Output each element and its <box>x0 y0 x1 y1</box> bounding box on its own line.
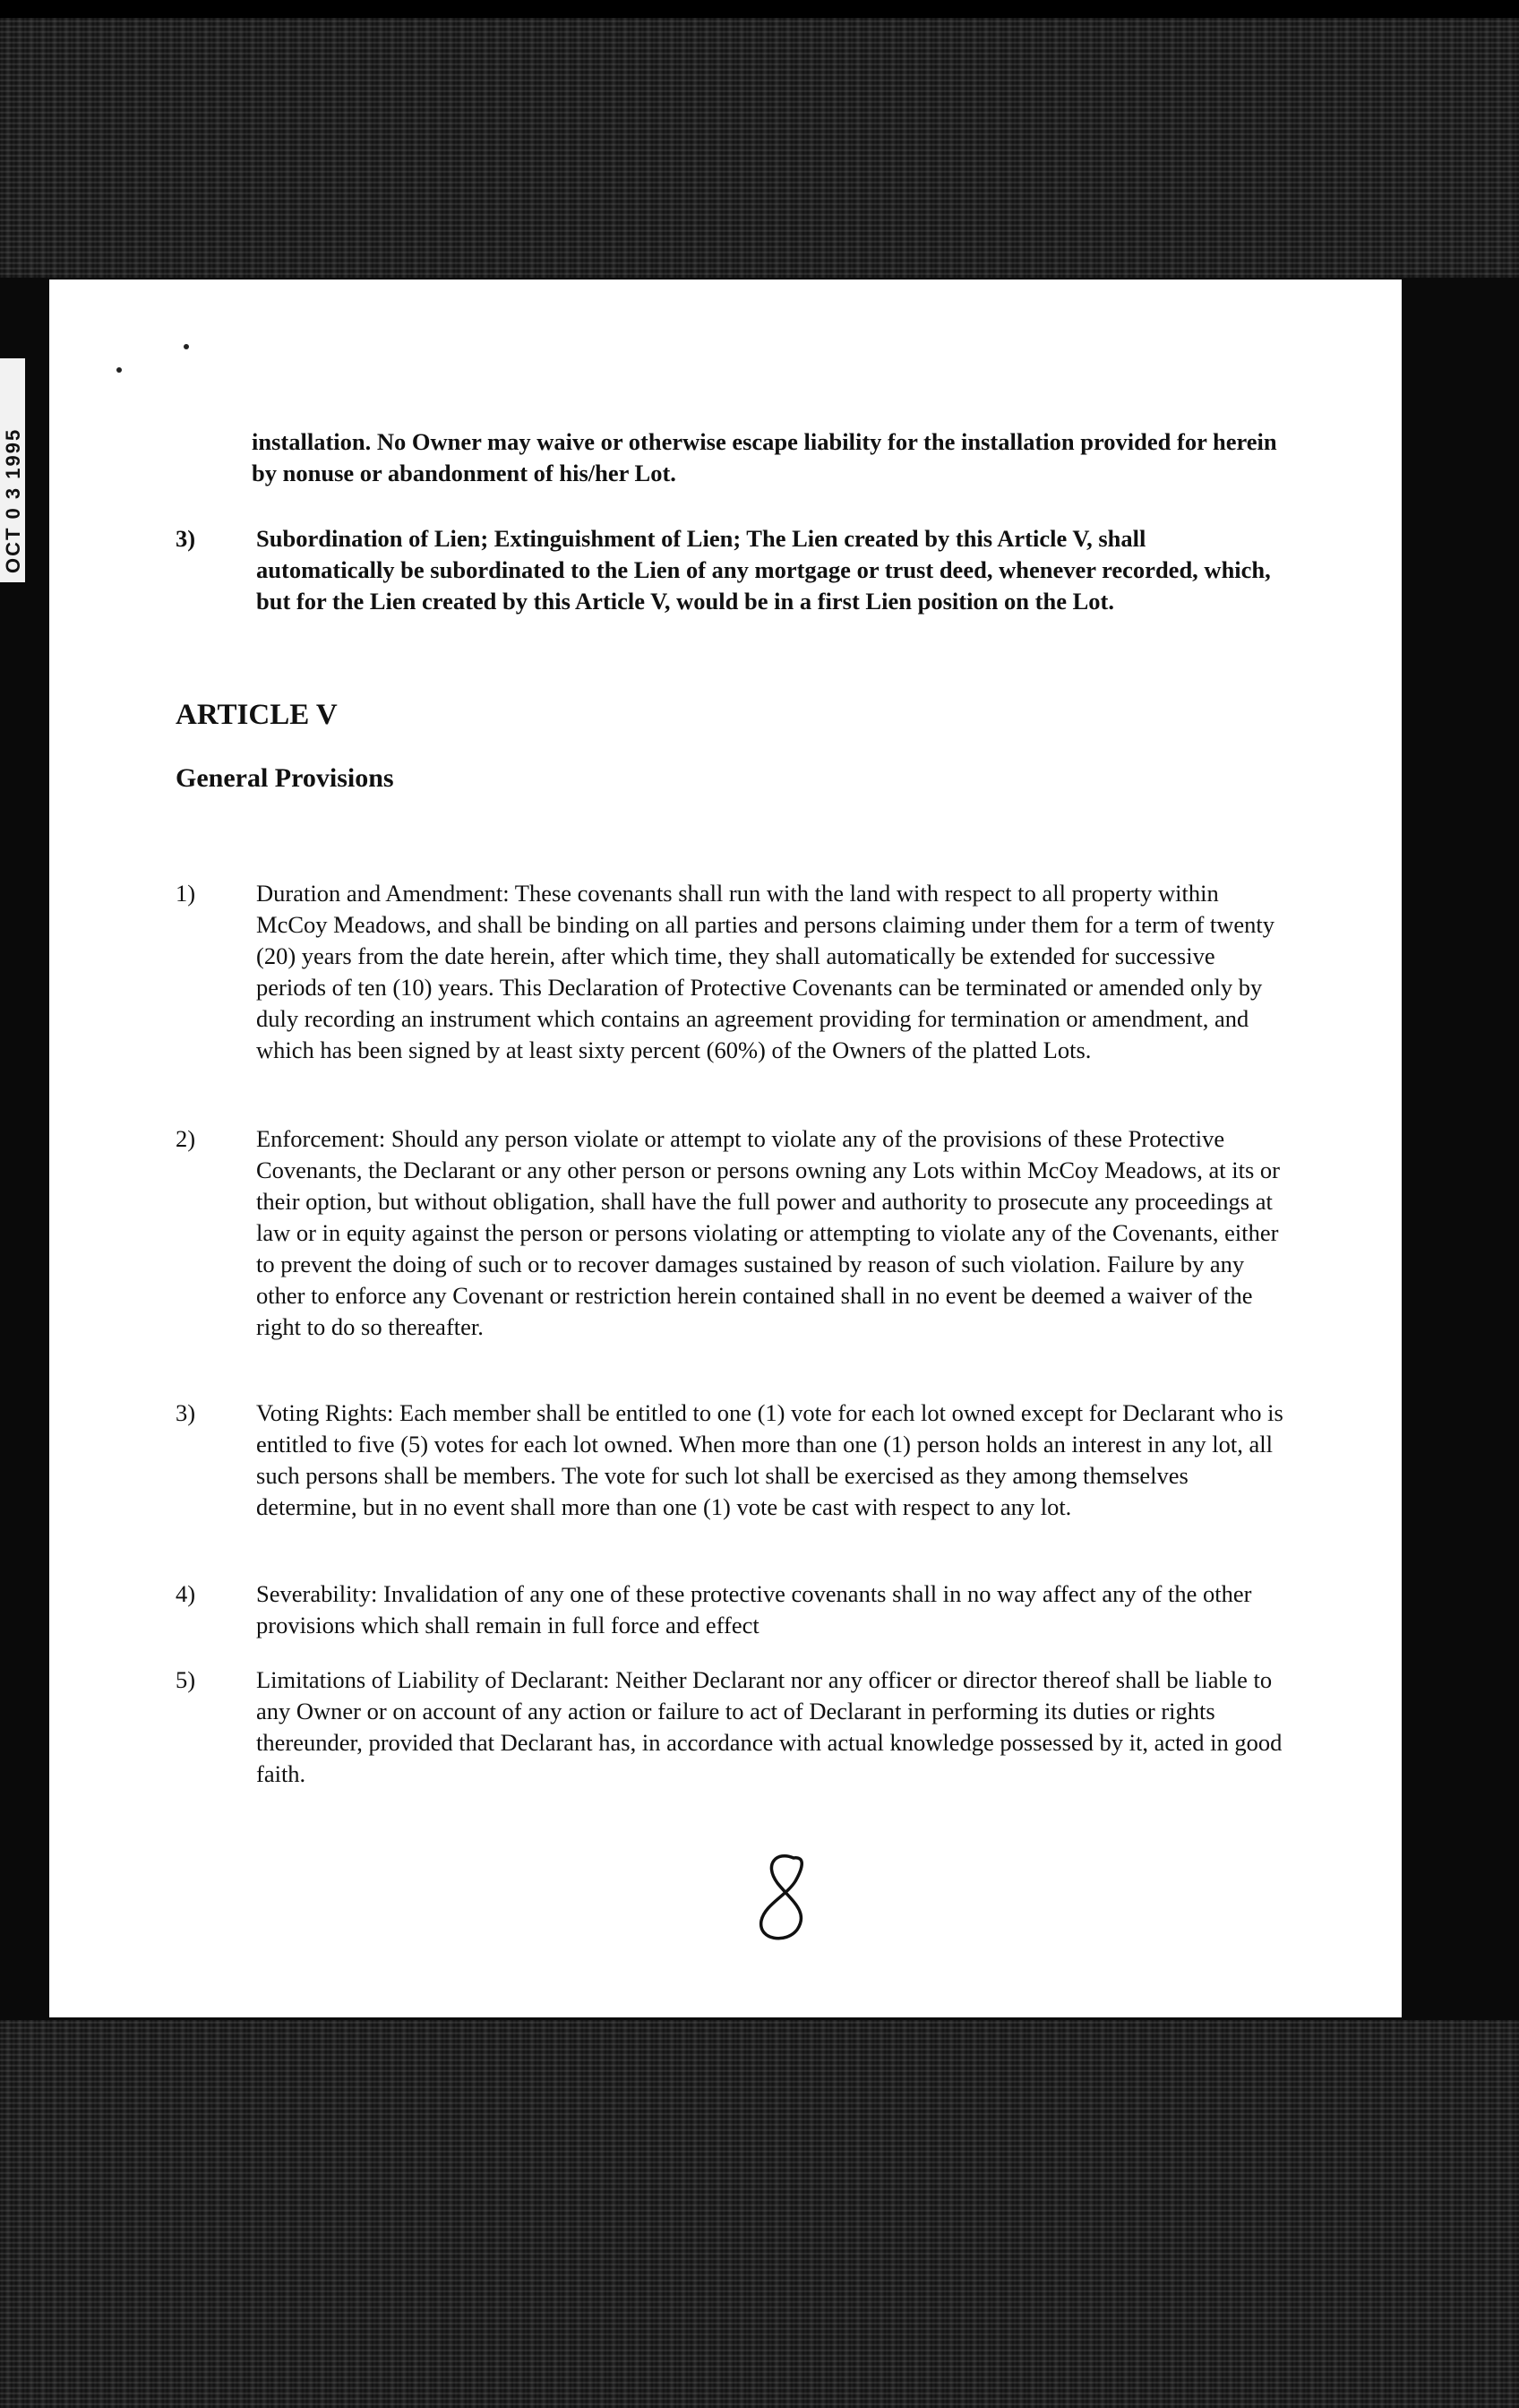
list-item-subordination <box>176 523 1286 622</box>
article-title: ARTICLE V <box>176 699 338 731</box>
item-text: Enforcement: Should any person violate or attempt to violate any of the provisions of these Protective Covenants, the Declarant or any other person or persons owning any Lots within McCoy Meadows, at its or their option, but without obligation, shall have the full power and authority to prosecute any proceedings at law or in equity against the person or persons violating or attempting to violate any of the Covenants, either to prevent the doing of such or to recover damages sustained by reason of such violation. Failure by any other to enforce any Covenant or restriction herein contained shall in no event be deemed a waiver of the right to do so thereafter. <box>256 1125 1280 1340</box>
scan-noise-bottom <box>0 2020 1519 2408</box>
item-text: Subordination of Lien; Extinguishment of Lien; The Lien created by this Article V, shall automatically be subordinated to the Lien of any mortgage or trust deed, whenever recorded, which, but for the Lien created by this Article V, would be in a first Lien position on the Lot. <box>256 525 1271 615</box>
scan-noise-top <box>0 18 1519 278</box>
handwritten-page-number <box>751 1847 822 1946</box>
item-number: 3) <box>176 1399 196 1426</box>
item-number: 4) <box>176 1580 196 1607</box>
item-text: Voting Rights: Each member shall be entitled to one (1) vote for each lot owned except for Declarant who is entitled to five (5) votes for each lot owned. When more than one (1) person holds an interest in any lot, all such persons shall be members. The vote for such lot shall be exercised as they among themselves determine, but in no event shall more than one (1) vote be cast with respect to any lot. <box>256 1399 1283 1520</box>
list-item-enforcement <box>176 1123 1286 1383</box>
speck-mark <box>116 367 122 373</box>
item-number: 5) <box>176 1666 196 1693</box>
list-item-voting-rights <box>176 1398 1286 1559</box>
item-number: 1) <box>176 880 196 907</box>
list-item-limitations <box>176 1664 1286 1794</box>
list-item-severability <box>176 1578 1286 1643</box>
item-number: 2) <box>176 1125 196 1152</box>
item-text: Limitations of Liability of Declarant: Neither Declarant nor any officer or director thereof shall be liable to any Owner or on account of any action or failure to act of Declarant in performing its duties or rights thereunder, provided that Declarant has, in accordance with actual knowledge possessed by it, acted in good faith. <box>256 1666 1283 1787</box>
speck-mark <box>184 344 189 349</box>
scan-top-edge <box>0 0 1519 20</box>
list-item-duration <box>176 878 1286 1102</box>
continued-paragraph: installation. No Owner may waive or otherwise escape liability for the installation provided for herein by nonuse or abandonment of his/her Lot. <box>252 428 1277 486</box>
item-text: Duration and Amendment: These covenants shall run with the land with respect to all property within McCoy Meadows, and shall be binding on all parties and persons claiming under them for a term of twenty (20) years from the date herein, after which time, they shall automatically be extended for successive periods of ten (10) years. This Declaration of Protective Covenants can be terminated or amended only by duly recording an instrument which contains an agreement providing for termination or amendment, and which has been signed by at least sixty percent (60%) of the Owners of the platted Lots. <box>256 880 1275 1063</box>
item-text: Severability: Invalidation of any one of these protective covenants shall in no way affect any of the other provisions which shall remain in full force and effect <box>256 1580 1252 1638</box>
recording-date-stamp: OCT 0 3 1995 <box>2 427 24 573</box>
section-subtitle: General Provisions <box>176 763 394 793</box>
item-number: 3) <box>176 525 196 552</box>
